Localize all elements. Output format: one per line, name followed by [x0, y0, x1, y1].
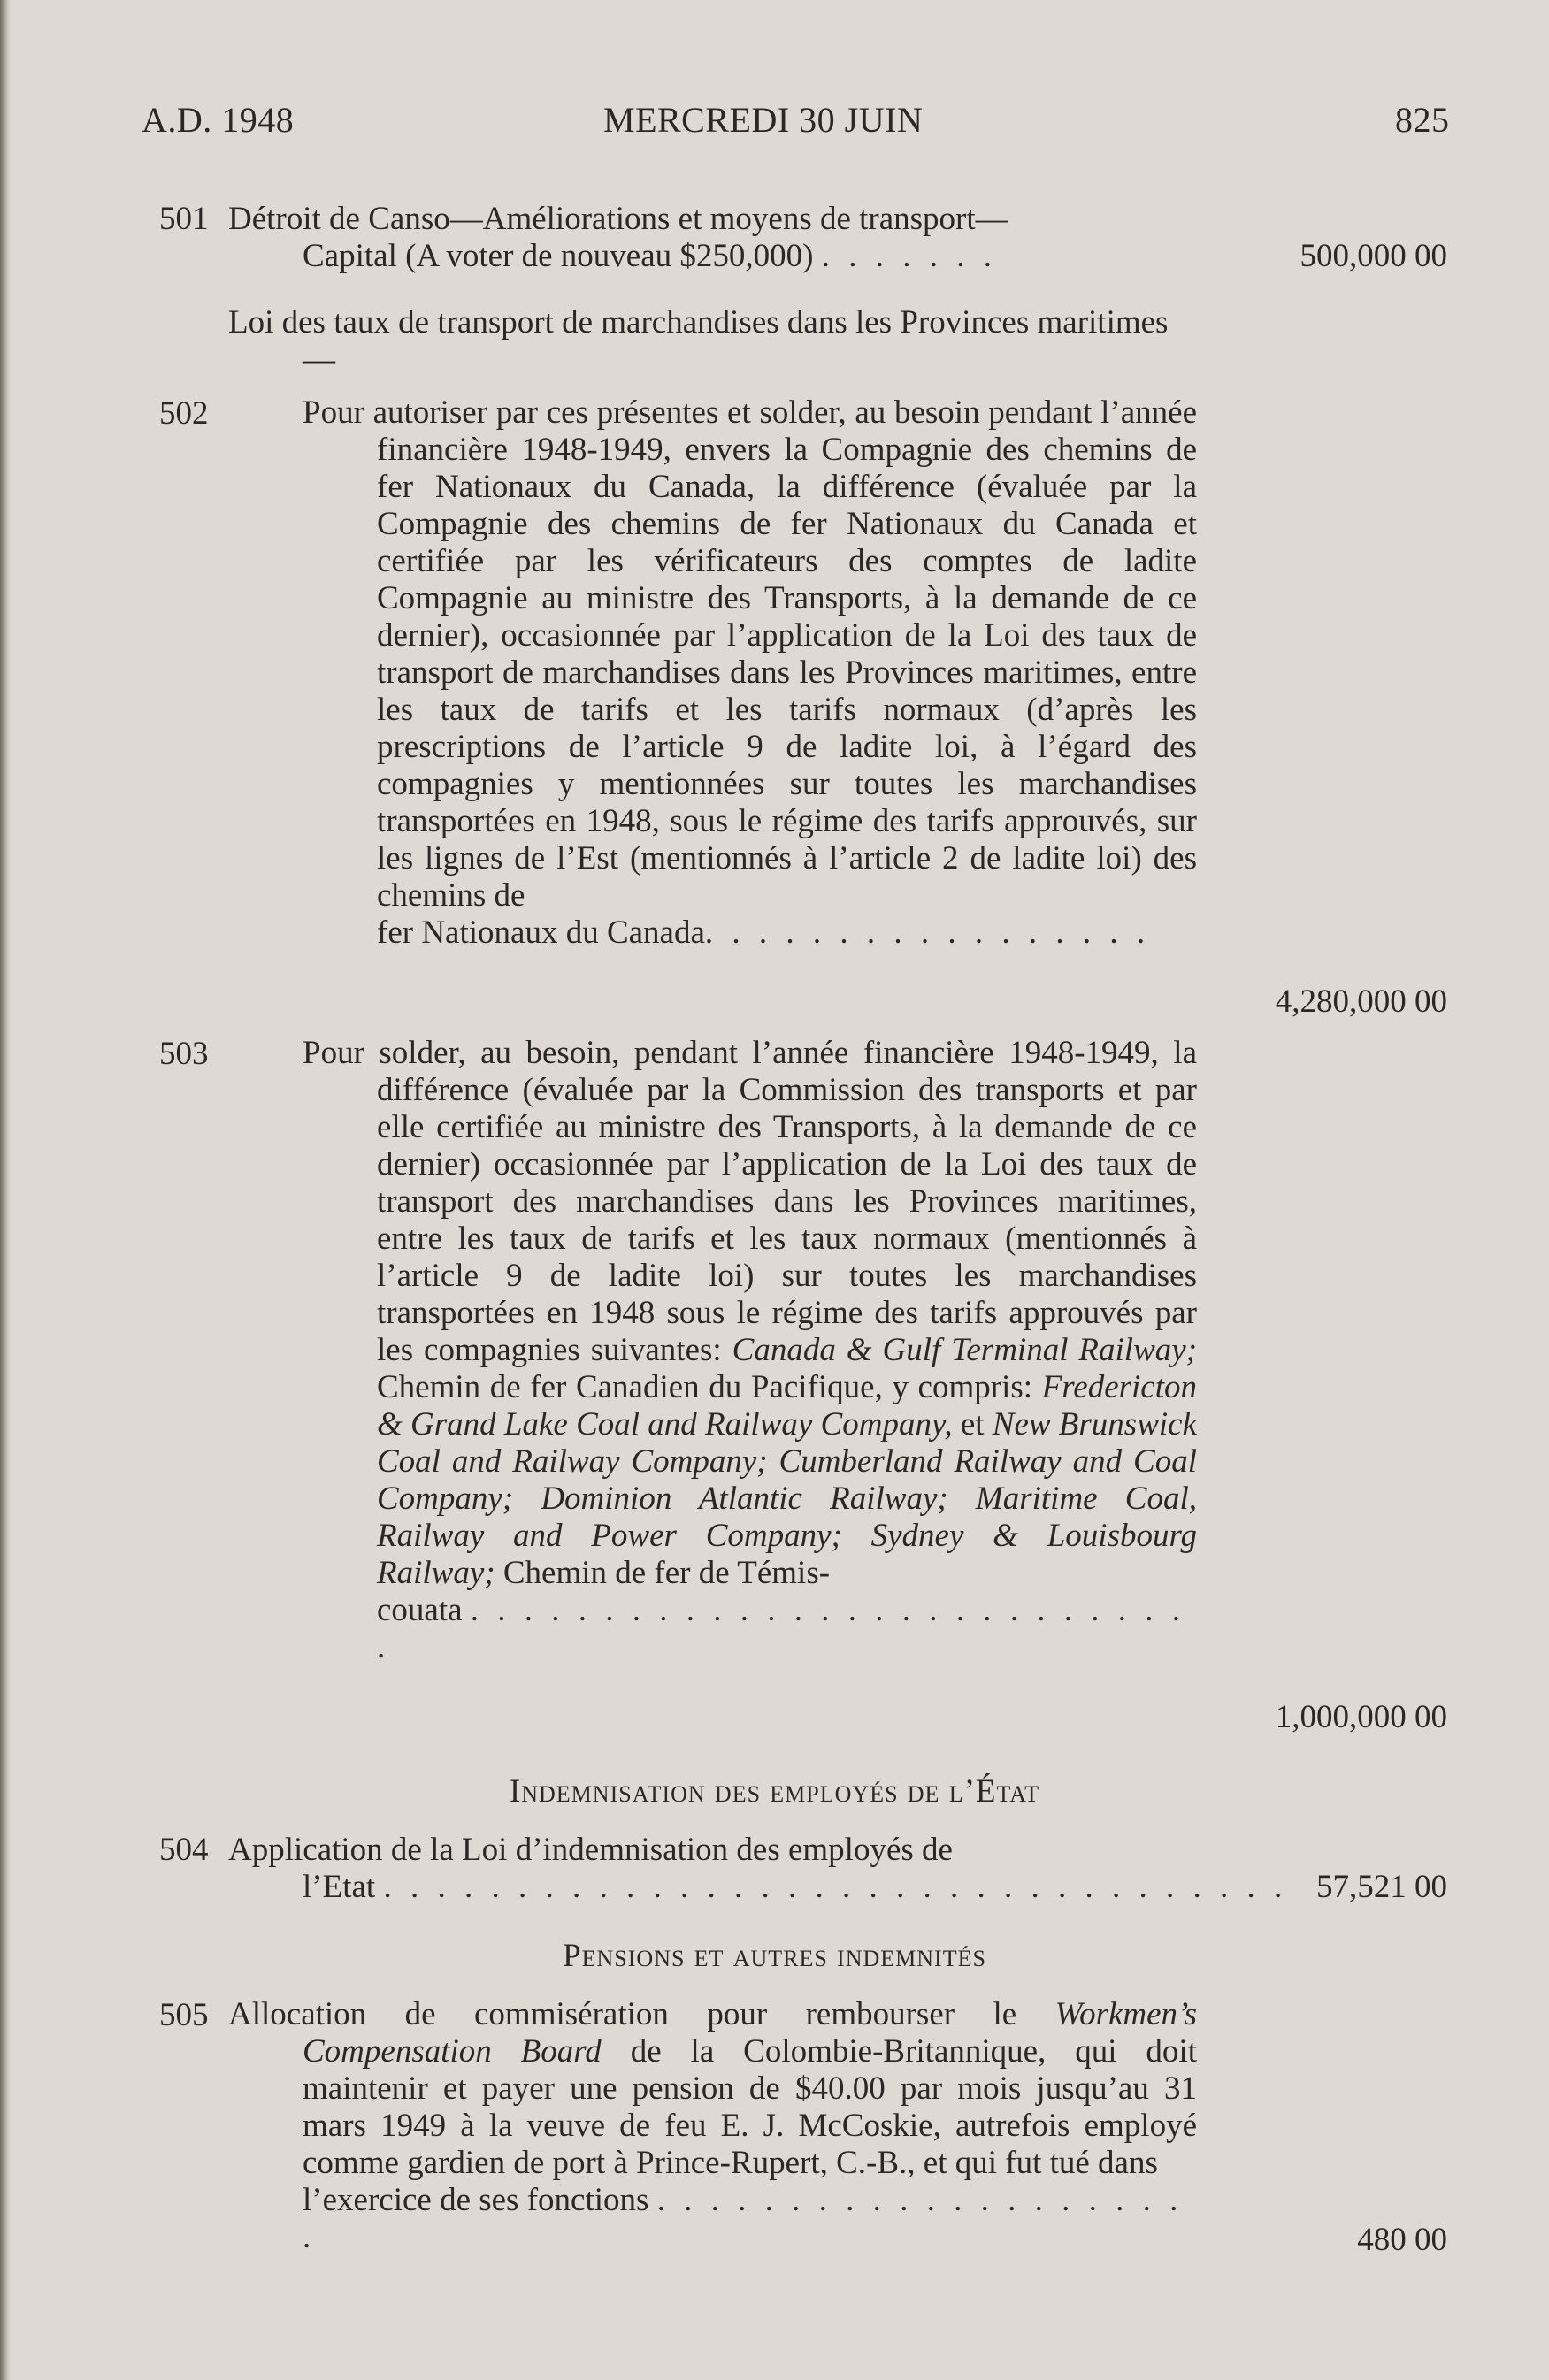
- item-text: l’exercice de ses fonctions: [303, 2182, 649, 2218]
- item-text: couata: [377, 1592, 463, 1628]
- company-name: Canada & Gulf Terminal Railway;: [732, 1332, 1198, 1368]
- item-number: 503: [159, 1036, 209, 1072]
- item-text-line: [303, 237, 997, 275]
- item-text: Pour autoriser par ces présentes et solder, au besoin pendant l’année financière 1948-1949, envers la Compagnie des chemins de fer Nationaux du Canada, la différence (évaluée par la Compagnie des chemins de fer Nationaux du Canada et certifiée par les vérificateurs des comptes de ladite Compagnie au ministre des Transports, à la demande de ce dernier), occasionnée par l’application de la Loi des taux de transport de marchandises dans les Provinces maritimes, entre les taux de tarifs et les tarifs normaux (d’après les prescriptions de l’article 9 de ladite loi, à l’égard des compagnies y mentionnées sur toutes les marchandises transportées en 1948, sous le régime des tarifs approuvés, sur les lignes de l’Est (mentionnés à l’article 2 de ladite loi) des chemins de: [303, 394, 1197, 914]
- item-text: l’Etat: [303, 1869, 376, 1905]
- item-text-line: [303, 1868, 1287, 1906]
- section-heading: Indemnisation des employés de l’État: [509, 1773, 1040, 1810]
- subheading: [228, 304, 1197, 379]
- item-text-line: Détroit de Canso—Améliorations et moyens de transport—: [228, 201, 1008, 237]
- item-text: de la Colombie-Britannique, qui doit maintenir et payer une pension de $40.00 par mois jusqu’au 31 mars 1949 à la veuve de feu E. J. McCoskie, autrefois employé comme gardien de port à Prince-Rupert, C.-B., et qui fut tué dans: [303, 2033, 1197, 2181]
- item-paragraph: [303, 394, 1197, 952]
- item-amount: 500,000 00: [1300, 238, 1447, 274]
- item-number: 502: [159, 395, 209, 432]
- section-heading: Pensions et autres indemnités: [563, 1938, 986, 1974]
- page-number: 825: [1395, 100, 1450, 140]
- leader-dots: . . . . . . . . . . . . . . . . . . . . .: [303, 2182, 1184, 2255]
- item-last-line: [228, 2182, 1197, 2256]
- company-name: New Brunswick Coal and Railway Company; Cumberland Railway and Coal Company; Dominion Atlantic Railway; Maritime Coal, Railway and Power Company; Sydney & Louisbourg Railway;: [377, 1406, 1198, 1591]
- item-text: Capital (A voter de nouveau $250,000): [303, 238, 814, 274]
- item-paragraph: [228, 1996, 1197, 2256]
- leader-dots: . . . . . . . . . . . . . . . . . . . . . . . . . . . . . . . . . .: [383, 1869, 1288, 1905]
- subheading-text: Loi des taux de transport de marchandises dans les Provinces maritimes—: [228, 304, 1169, 378]
- leader-dots: . . . . . . . . . . . . . . . . . . . . . . . . . . . .: [377, 1592, 1186, 1665]
- item-text: Pour solder, au besoin, pendant l’année financière 1948-1949, la différence (évaluée par la Commission des transports et par elle certifiée au ministre des Transports, à la demande de ce dernier) occasionnée par l’application de la Loi des taux de transport des marchandises dans les Provinces maritimes, entre les taux de tarifs et les taux normaux (mentionnés à l’article 9 de ladite loi) sur toutes les marchandises transportées en 1948 sous le régime des tarifs approuvés par les compagnies suivantes:: [303, 1035, 1197, 1368]
- company-name: Fredericton & Grand Lake Coal and Railway Company,: [377, 1369, 1197, 1443]
- item-text: et: [952, 1406, 993, 1443]
- item-text: Allocation de commisération pour rembourser le: [228, 1996, 1055, 2032]
- leader-dots: . . . . . . .: [821, 238, 997, 274]
- item-number: 504: [159, 1832, 209, 1868]
- item-text: Chemin de fer Canadien du Pacifique, y compris:: [377, 1369, 1042, 1405]
- item-amount: 480 00: [1357, 2222, 1447, 2258]
- item-amount: 1,000,000 00: [1275, 1699, 1447, 1735]
- leader-dots: . . . . . . . . . . . . . . . . .: [704, 915, 1151, 951]
- item-last-line: [303, 1592, 1197, 1666]
- item-text: Chemin de fer de Témis-: [495, 1555, 831, 1591]
- item-paragraph: [303, 1035, 1197, 1666]
- item-number: 501: [159, 201, 209, 237]
- header-year: A.D. 1948: [142, 100, 295, 140]
- item-text-block: [228, 1996, 1197, 2182]
- header-date: MERCREDI 30 JUIN: [603, 100, 924, 140]
- item-number: 505: [159, 1997, 209, 2033]
- item-last-line: [303, 915, 1197, 952]
- item-text: fer Nationaux du Canada: [377, 915, 705, 951]
- item-amount: 57,521 00: [1316, 1869, 1447, 1905]
- board-name: Workmen’s Compensation Board: [303, 1996, 1197, 2070]
- item-text-line: Application de la Loi d’indemnisation des employés de: [228, 1832, 953, 1868]
- item-text-block: [303, 1035, 1197, 1592]
- item-amount: 4,280,000 00: [1275, 983, 1447, 1020]
